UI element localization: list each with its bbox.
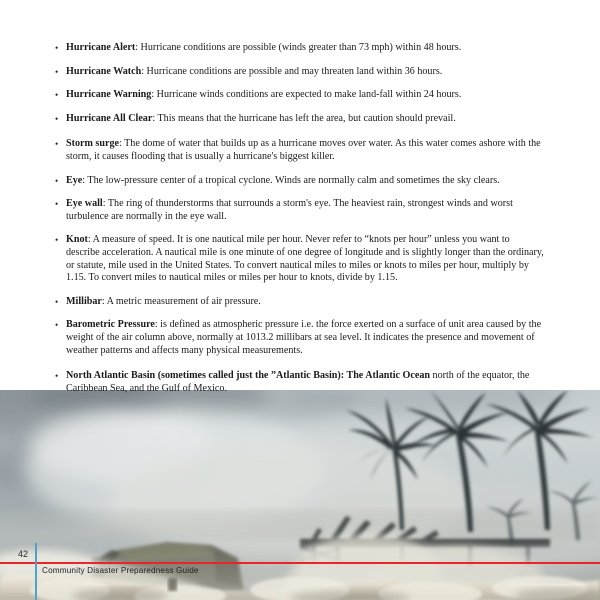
bullet-marker: • bbox=[55, 371, 59, 382]
glossary-entry bbox=[0, 234, 600, 284]
bullet-marker: • bbox=[55, 235, 59, 246]
bullet-marker: • bbox=[55, 175, 59, 186]
bullet-marker: • bbox=[55, 139, 59, 150]
footer-title: Community Disaster Preparedness Guide bbox=[42, 566, 199, 575]
glossary-definition: north of the equator, the Caribbean Sea, and the Gulf of Mexico. bbox=[66, 370, 530, 394]
glossary-entry bbox=[0, 89, 600, 102]
glossary-term: Eye wall bbox=[66, 198, 103, 210]
footer-red-rule bbox=[0, 562, 600, 564]
bullet-marker: • bbox=[55, 66, 59, 77]
glossary-entry bbox=[0, 198, 600, 223]
glossary-entry bbox=[0, 113, 600, 126]
glossary-term: Storm surge bbox=[66, 138, 119, 150]
glossary-entry bbox=[0, 175, 600, 188]
bullet-marker: • bbox=[55, 43, 59, 53]
glossary-entry bbox=[0, 296, 600, 309]
glossary-term: Hurricane Alert bbox=[66, 42, 136, 53]
glossary-term: Hurricane All Clear bbox=[66, 112, 153, 124]
glossary-term: North Atlantic Basin (sometimes called just the ”Atlantic Basin): The Atlantic Ocean bbox=[66, 370, 431, 382]
glossary-definition: : Hurricane conditions are possible and may threaten land within 36 hours. bbox=[141, 65, 443, 77]
glossary-definition: : This means that the hurricane has left the area, but caution should prevail. bbox=[152, 112, 456, 124]
glossary-definition: : is defined as atmospheric pressure i.e. the force exerted on a surface of unit area caused by the weight of the air column above, normally at 1013.2 millibars at sea level. It indicates the presence and movement of weather patterns and affects many physical measurements. bbox=[66, 319, 542, 356]
glossary-term: Hurricane Watch bbox=[66, 65, 142, 77]
glossary-definition: : A metric measurement of air pressure. bbox=[101, 295, 261, 307]
glossary-entry bbox=[0, 138, 600, 163]
water-post bbox=[168, 578, 177, 591]
glossary-term: Hurricane Warning bbox=[66, 89, 152, 101]
bullet-marker: • bbox=[55, 320, 59, 331]
bullet-marker: • bbox=[55, 199, 59, 210]
glossary-definition: : The ring of thunderstorms that surrounds a storm's eye. The heaviest rain, strongest winds and worst turbulence are normally in the eye wall. bbox=[66, 198, 513, 222]
glossary-definition: : Hurricane winds conditions are expected to make land-fall within 24 hours. bbox=[151, 89, 462, 101]
bullet-marker: • bbox=[55, 113, 59, 124]
glossary-definition: : The low-pressure center of a tropical cyclone. Winds are normally calm and sometimes the sky clears. bbox=[82, 174, 500, 186]
glossary-entry bbox=[0, 319, 600, 357]
glossary-definition: : A measure of speed. It is one nautical mile per hour. Never refer to “knots per hour” unless you want to describe acceleration. A nautical mile is one minute of one degree of longitude and is slightly longer than the ordinary, or statute, mile used in the United States. To convert nautical miles to miles or knots to miles per hour, multiply by 1.15. To convert miles to nautical miles or miles per hour to knots, divide by 1.15. bbox=[66, 234, 544, 284]
glossary-entry bbox=[0, 66, 600, 79]
glossary-term: Knot bbox=[66, 234, 88, 246]
glossary-definition: : The dome of water that builds up as a hurricane moves over water. As this water comes ashore with the storm, it causes flooding that is usually a hurricane's biggest killer. bbox=[66, 138, 541, 162]
bullet-marker: • bbox=[55, 90, 59, 101]
glossary-term: Eye bbox=[66, 174, 83, 186]
glossary-term: Millibar bbox=[66, 295, 102, 307]
bullet-marker: • bbox=[55, 296, 59, 307]
page-number: 42 bbox=[18, 549, 29, 559]
glossary-term: Barometric Pressure bbox=[66, 319, 155, 331]
footer-blue-rule bbox=[35, 543, 37, 600]
glossary-entry bbox=[0, 42, 600, 55]
glossary-definition: : Hurricane conditions are possible (winds greater than 73 mph) within 48 hours. bbox=[135, 42, 462, 53]
glossary-entry bbox=[0, 370, 600, 395]
